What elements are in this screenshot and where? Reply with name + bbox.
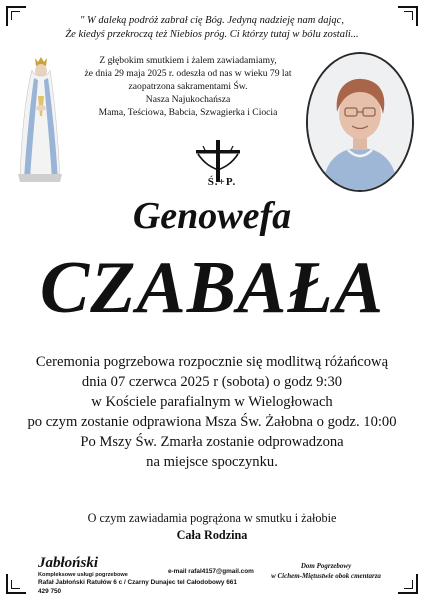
location-line-1: Dom Pogrzebowy <box>300 562 352 570</box>
madonna-statue-image <box>14 56 64 184</box>
motto-quote <box>30 14 394 42</box>
ceremony-details <box>20 352 404 472</box>
corner-ornament-bottom-left <box>6 574 26 594</box>
motto-line-1: " W daleką podróż zabrał cię Bóg. Jedyną nadzieję nam dając, <box>80 15 344 26</box>
funeral-home-info <box>38 556 238 596</box>
ceremony-line-6: na miejsce spoczynku. <box>146 454 278 470</box>
corner-ornament-top-right <box>398 6 418 26</box>
deceased-first-name: Genowefa <box>132 195 292 237</box>
funeral-home-tagline: Kompleksowe usługi pogrzebowe <box>38 571 128 578</box>
ceremony-line-3: w Kościele parafialnym w Wielogłowach <box>91 394 333 410</box>
intro-line-1: Z głębokim smutkiem i żalem zawiadamiamy, <box>99 55 277 66</box>
intro-line-3: zaopatrzona sakramentami Św. <box>128 81 248 92</box>
deceased-portrait-photo <box>306 52 414 192</box>
cross-caption: Ś.+P. <box>207 176 237 188</box>
funeral-home-address: Rafał Jabłoński Ratułów 6 c / Czarny Dunajec tel Całodobowy 661 429 750 <box>38 579 237 595</box>
intro-line-2: że dnia 29 maja 2025 r. odeszła od nas w wieku 79 lat <box>84 68 292 79</box>
funeral-home-logo: Jabłoński <box>38 555 99 571</box>
ceremony-line-1: Ceremonia pogrzebowa rozpocznie się modlitwą różańcową <box>35 354 389 370</box>
closing-line: O czym zawiadamia pogrążona w smutku i żałobie <box>87 511 337 525</box>
corner-ornament-bottom-right <box>398 574 418 594</box>
deceased-surname: CZABAŁA <box>39 247 385 329</box>
intro-line-4: Nasza Najukochańsza <box>145 94 231 105</box>
announcement-intro <box>72 54 304 119</box>
intro-line-5: Mama, Teściowa, Babcia, Szwagierka i Ciocia <box>98 107 278 118</box>
funeral-home-email: e-mail rafal4157@gmail.com <box>168 568 254 575</box>
funeral-home-location <box>262 562 390 581</box>
corner-ornament-top-left <box>6 6 26 26</box>
location-line-2: w Cichem-Miętustwie obok cmentarza <box>271 571 381 580</box>
family-signature: Cała Rodzina <box>176 528 248 542</box>
ceremony-line-5: Po Mszy Św. Zmarła zostanie odprowadzona <box>80 434 344 450</box>
ceremony-line-2: dnia 07 czerwca 2025 r (sobota) o godz 9:30 <box>81 374 343 390</box>
ceremony-line-4: po czym zostanie odprawiona Msza Św. Żałobna o godz. 10:00 <box>27 414 397 430</box>
closing-notice <box>20 510 404 544</box>
motto-line-2: Że kiedyś przekroczą też Niebios próg. Ci którzy tutaj w bólu zostali... <box>65 29 359 40</box>
